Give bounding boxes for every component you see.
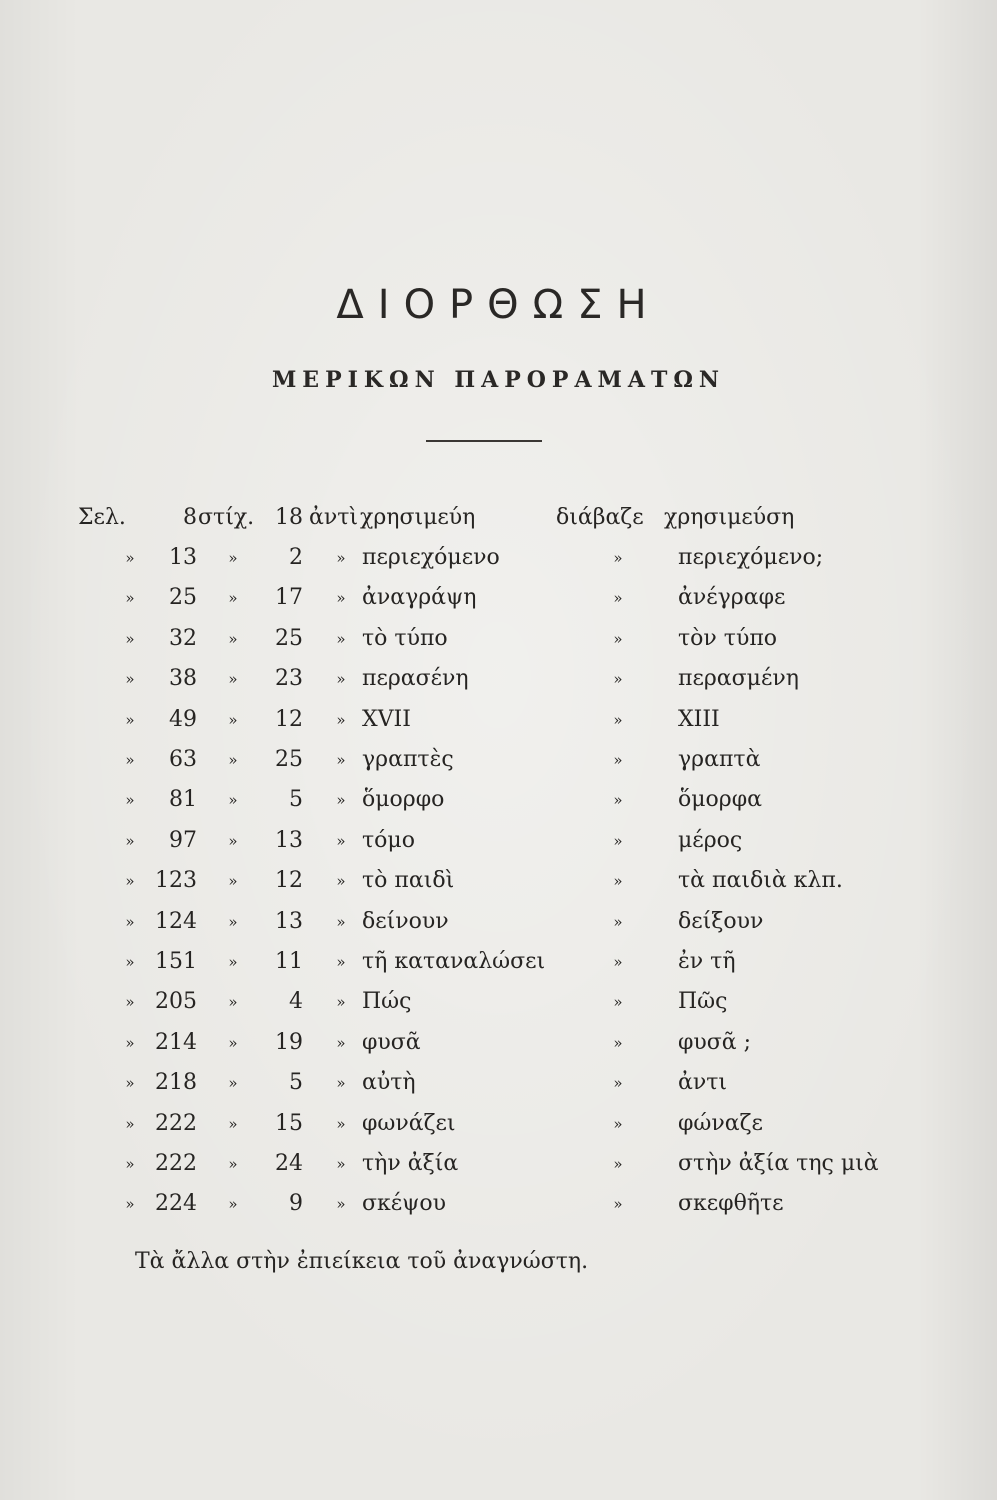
correct-text: φώναζε (678, 1110, 763, 1136)
page-number: 13 (169, 545, 197, 570)
page-number: 205 (155, 989, 197, 1015)
page-number: 25 (169, 585, 197, 611)
ditto-mark: » (613, 751, 623, 769)
errata-row (0, 1144, 997, 1184)
errata-row (0, 902, 997, 942)
wrong-text: δείνουν (362, 908, 449, 934)
ditto-mark: » (613, 953, 623, 971)
wrong-text: χρησιμεύη (360, 505, 476, 530)
ditto-mark: » (228, 872, 238, 891)
ditto-mark: » (336, 549, 346, 567)
wrong-text: ὅμορφο (362, 787, 445, 813)
line-number: 13 (275, 908, 303, 934)
ditto-mark: » (336, 1195, 346, 1214)
line-number: 25 (275, 625, 303, 651)
wrong-text: περιεχόμενο (362, 545, 500, 570)
wrong-text: αὐτὴ (362, 1070, 416, 1096)
ditto-mark: » (613, 912, 623, 931)
instead-label: ἀντὶ (309, 505, 359, 530)
ditto-mark: » (613, 1195, 623, 1214)
errata-row (0, 578, 997, 618)
line-number: 25 (275, 747, 303, 772)
ditto-mark: » (336, 710, 346, 729)
ditto-mark: » (336, 1114, 346, 1133)
correct-text: χρησιμεύση (664, 505, 795, 530)
line-number: 24 (275, 1151, 303, 1176)
ditto-mark: » (336, 953, 346, 971)
wrong-text: τὴν ἀξία (362, 1151, 459, 1176)
ditto-mark: » (613, 1074, 623, 1093)
correct-text: γραπτὰ (678, 747, 761, 772)
ditto-mark: » (228, 791, 238, 810)
ditto-mark: » (125, 791, 135, 810)
line-number: 4 (289, 989, 303, 1015)
page-number: 8 (183, 505, 197, 530)
ditto-mark: » (228, 912, 238, 931)
wrong-text: Πώς (362, 989, 412, 1015)
wrong-text: περασένη (362, 666, 469, 692)
ditto-mark: » (336, 993, 346, 1012)
correct-text: φυσᾶ ; (678, 1029, 752, 1055)
ditto-mark: » (125, 670, 135, 689)
errata-row (0, 942, 997, 982)
errata-row (0, 538, 997, 578)
ditto-mark: » (228, 589, 238, 608)
closing-note: Τὰ ἄλλα στὴν ἐπιείκεια τοῦ ἀναγνώστη. (135, 1249, 589, 1274)
page-number: 124 (155, 908, 197, 934)
ditto-mark: » (228, 1195, 238, 1214)
ditto-mark: » (613, 549, 623, 567)
wrong-text: τόμο (362, 827, 415, 853)
page-number: 49 (169, 706, 197, 732)
correct-text: δείξουν (678, 908, 764, 934)
correct-text: ἀντι (678, 1070, 728, 1096)
errata-row (0, 1184, 997, 1224)
ditto-mark: » (125, 549, 135, 567)
errata-row (0, 700, 997, 740)
ditto-mark: » (228, 629, 238, 648)
ditto-mark: » (125, 1074, 135, 1093)
errata-row (0, 1104, 997, 1144)
errata-row (0, 821, 997, 861)
ditto-mark: » (613, 589, 623, 608)
errata-row (0, 619, 997, 659)
ditto-mark: » (613, 1114, 623, 1133)
ditto-mark: » (228, 670, 238, 689)
ditto-mark: » (125, 1033, 135, 1052)
ditto-mark: » (228, 831, 238, 850)
ditto-mark: » (336, 1155, 346, 1173)
ditto-mark: » (336, 1074, 346, 1093)
correct-text: ὅμορφα (678, 787, 762, 813)
ditto-mark: » (125, 1155, 135, 1173)
correct-text: τὰ παιδιὰ κλπ. (678, 868, 843, 894)
page-number: 222 (155, 1151, 197, 1176)
ditto-mark: » (336, 670, 346, 689)
wrong-text: τὸ τύπο (362, 625, 448, 651)
line-number: 2 (289, 545, 303, 570)
page-number: 81 (169, 787, 197, 813)
line-number: 19 (275, 1029, 303, 1055)
ditto-mark: » (613, 872, 623, 891)
ditto-mark: » (228, 953, 238, 971)
wrong-text: γραπτὲς (362, 747, 454, 772)
ditto-mark: » (336, 1033, 346, 1052)
ditto-mark: » (336, 791, 346, 810)
ditto-mark: » (125, 953, 135, 971)
ditto-mark: » (228, 993, 238, 1012)
page-number: 151 (155, 949, 197, 974)
ditto-mark: » (125, 872, 135, 891)
line-number: 12 (275, 706, 303, 732)
ditto-mark: » (336, 751, 346, 769)
page-number: 224 (155, 1191, 197, 1217)
wrong-text: XVII (362, 706, 411, 732)
page-number: 63 (169, 747, 197, 772)
ditto-mark: » (336, 629, 346, 648)
correct-text: ἀνέγραφε (678, 585, 786, 611)
line-number: 11 (275, 949, 303, 974)
ditto-mark: » (125, 831, 135, 850)
errata-row (0, 1063, 997, 1103)
page-number: 38 (169, 666, 197, 692)
line-number: 5 (289, 1070, 303, 1096)
line-number: 12 (275, 868, 303, 894)
page-number: 97 (169, 827, 197, 853)
correct-text: Πῶς (678, 989, 728, 1015)
ditto-mark: » (336, 589, 346, 608)
ditto-mark: » (613, 710, 623, 729)
errata-header-row (0, 498, 997, 538)
ditto-mark: » (336, 872, 346, 891)
errata-row (0, 982, 997, 1022)
ditto-mark: » (125, 912, 135, 931)
ditto-mark: » (228, 1074, 238, 1093)
line-number: 5 (289, 787, 303, 813)
ditto-mark: » (125, 751, 135, 769)
page-number: 214 (155, 1029, 197, 1055)
line-number: 15 (275, 1110, 303, 1136)
correct-text: περασμένη (678, 666, 799, 692)
ditto-mark: » (125, 589, 135, 608)
ditto-mark: » (125, 993, 135, 1012)
page-label: Σελ. (78, 505, 126, 530)
page-number: 218 (155, 1070, 197, 1096)
line-number: 23 (275, 666, 303, 692)
ditto-mark: » (613, 791, 623, 810)
page-title: ΔΙΟΡΘΩΣΗ (336, 282, 661, 328)
page-number: 123 (155, 868, 197, 894)
ditto-mark: » (228, 710, 238, 729)
ditto-mark: » (125, 629, 135, 648)
errata-row (0, 659, 997, 699)
ditto-mark: » (336, 831, 346, 850)
line-number: 9 (289, 1191, 303, 1217)
ditto-mark: » (125, 1195, 135, 1214)
ditto-mark: » (228, 549, 238, 567)
page-number: 32 (169, 625, 197, 651)
ditto-mark: » (228, 1114, 238, 1133)
read-label: διάβαζε (556, 505, 644, 530)
correct-text: ἐν τῆ (678, 949, 736, 974)
errata-row (0, 740, 997, 780)
line-number: 18 (275, 505, 303, 530)
wrong-text: τὸ παιδὶ (362, 868, 455, 894)
line-label: στίχ. (198, 505, 255, 530)
ditto-mark: » (613, 831, 623, 850)
ditto-mark: » (125, 1114, 135, 1133)
ditto-mark: » (228, 1033, 238, 1052)
correct-text: XIII (678, 706, 720, 732)
ditto-mark: » (613, 629, 623, 648)
wrong-text: φυσᾶ (362, 1029, 421, 1055)
ditto-mark: » (613, 1155, 623, 1173)
ditto-mark: » (125, 710, 135, 729)
ditto-mark: » (613, 993, 623, 1012)
correct-text: σκεφθῆτε (678, 1191, 784, 1217)
errata-row (0, 1023, 997, 1063)
correct-text: περιεχόμενο; (678, 545, 824, 570)
ditto-mark: » (613, 1033, 623, 1052)
wrong-text: φωνάζει (362, 1110, 456, 1136)
ditto-mark: » (228, 1155, 238, 1173)
wrong-text: τῆ καταναλώσει (362, 949, 546, 974)
line-number: 17 (275, 585, 303, 611)
errata-row (0, 780, 997, 820)
ditto-mark: » (613, 670, 623, 689)
ditto-mark: » (228, 751, 238, 769)
wrong-text: σκέψου (362, 1191, 447, 1217)
errata-row (0, 861, 997, 901)
line-number: 13 (275, 827, 303, 853)
correct-text: μέρος (678, 827, 743, 853)
page-number: 222 (155, 1110, 197, 1136)
page-subtitle: ΜΕΡΙΚΩΝ ΠΑΡΟΡΑΜΑΤΩΝ (271, 367, 726, 393)
wrong-text: ἀναγράψη (362, 585, 477, 611)
ditto-mark: » (336, 912, 346, 931)
correct-text: τὸν τύπο (678, 625, 778, 651)
correct-text: στὴν ἀξία της μιὰ (678, 1151, 879, 1176)
